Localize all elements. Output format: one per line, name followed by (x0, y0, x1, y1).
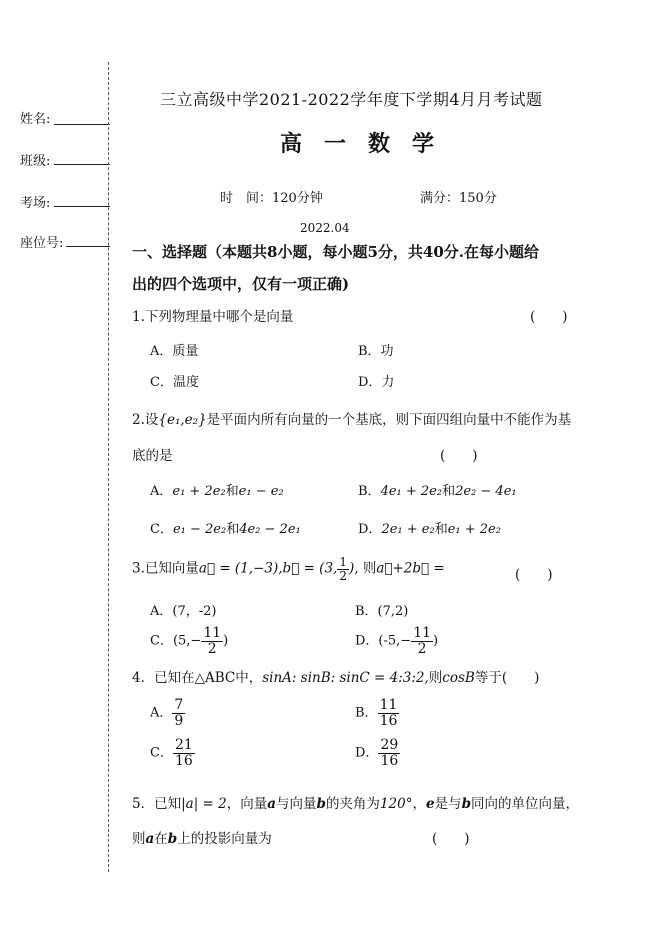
q2-stem-line2: 底的是 (132, 448, 173, 464)
q5-vector-a: a (267, 796, 276, 812)
q4-stem-mid: 则 (428, 670, 443, 686)
q5-line2-post: 上的投影向量为 (177, 831, 272, 847)
q5-line2-pre: 则 (132, 831, 146, 847)
q5-stem-mid3: 的夹角为 (325, 796, 380, 812)
class-label: 班级: (20, 154, 51, 169)
q3-b-den: 2 (339, 568, 347, 583)
q4-option-b-label: B． (355, 705, 378, 721)
q2-option-d-expr1: 2e₁ + e₂ (381, 522, 435, 537)
q4-option-a[interactable] (150, 698, 185, 728)
q4-option-a-fraction (172, 698, 185, 728)
q3-option-a[interactable]: A．(7，-2) (150, 604, 217, 619)
q3-vector-b-post: ), (348, 560, 359, 577)
q4-stem (132, 666, 539, 686)
q2-option-c[interactable] (150, 518, 301, 537)
q4-option-c[interactable] (150, 738, 195, 768)
q5-abs-a: |a| = 2 (181, 796, 227, 812)
q2-stem-post: 是平面内所有向量的一个基底，则下面四组向量中不能作为基 (206, 412, 572, 428)
q2-option-d-expr2: e₁ + 2e₂ (447, 522, 501, 537)
q3-answer-paren[interactable]: ( ) (515, 567, 553, 583)
q3-vector-b-pre: b⃗ = (3, (282, 560, 338, 577)
q3-option-d[interactable] (355, 626, 438, 656)
q1-stem: 1.下列物理量中哪个是向量 (132, 309, 294, 325)
q3-option-d-den: 2 (417, 640, 427, 657)
q2-option-a-and: 和 (225, 484, 239, 499)
q3-vector-a: a⃗ = (1,−3), (198, 560, 283, 577)
q2-option-d[interactable] (358, 518, 501, 537)
q3-sum-expr: a⃗+2b⃗ = (376, 560, 445, 577)
q2-option-b-and: 和 (442, 484, 456, 499)
room-label: 考场: (20, 196, 51, 211)
q1-option-b[interactable]: B．功 (358, 344, 394, 359)
q1-answer-paren[interactable]: ( ) (530, 309, 568, 325)
q2-option-b[interactable] (358, 480, 517, 499)
name-field[interactable] (54, 124, 110, 125)
q5-stem-post: 同向的单位向量， (471, 796, 580, 812)
subject-title: 高一数学 (280, 131, 457, 157)
q3-option-d-post: ) (433, 633, 439, 649)
seat-label: 座位号: (20, 236, 64, 251)
section-heading-line1: 一、选择题（本题共8小题，每小题5分，共40分.在每小题给 (132, 243, 539, 261)
q4-stem-post: 等于( ) (474, 670, 540, 686)
q5-angle: 120° (379, 796, 413, 812)
q5-stem-mid1: ，向量 (226, 796, 268, 812)
class-field[interactable] (54, 164, 110, 165)
q5-stem-mid4: ， (412, 796, 426, 812)
q4-cosb: cosB (442, 670, 475, 686)
q4-option-c-den: 16 (174, 752, 193, 769)
q5-vector-b3: b (167, 831, 178, 847)
q3-option-d-num: 11 (413, 625, 432, 641)
q4-option-b-den: 16 (379, 712, 398, 729)
q3-option-c[interactable] (150, 626, 228, 656)
q3-option-d-fraction (411, 626, 433, 656)
q4-option-c-label: C． (150, 745, 173, 761)
q5-line2-mid: 在 (154, 831, 168, 847)
q2-stem (132, 408, 571, 428)
q2-stem-pre: 2.设 (132, 412, 159, 428)
q3-option-c-post: ) (223, 633, 229, 649)
q2-option-d-label: D． (358, 522, 382, 537)
q4-option-d[interactable] (355, 738, 400, 768)
q5-vector-b: b (316, 796, 326, 812)
q2-option-a-expr1: e₁ + 2e₂ (172, 484, 226, 499)
q5-stem-pre: 5．已知 (132, 796, 182, 812)
score-label: 满分：150分 (420, 191, 497, 206)
q5-stem (132, 792, 579, 812)
seat-field[interactable] (66, 246, 110, 247)
q5-vector-b2: b (461, 796, 472, 812)
q3-option-b[interactable]: B．(7,2) (355, 604, 409, 619)
q4-ratio: sinA: sinB: sinC = 4:3:2, (262, 670, 429, 686)
q2-basis: {e₁,e₂} (158, 412, 207, 428)
q2-option-d-and: 和 (434, 522, 448, 537)
q2-option-a-label: A． (150, 484, 173, 499)
q1-option-d[interactable]: D．力 (358, 375, 395, 390)
binding-line (108, 62, 109, 872)
q3-stem-then: 则 (362, 560, 377, 577)
q2-option-b-expr1: 4e₁ + 2e₂ (380, 484, 443, 499)
q4-option-d-fraction (378, 738, 400, 768)
q3-option-d-pre: D．(-5,− (355, 633, 412, 649)
exam-date: 2022.04 (300, 221, 350, 235)
section-heading-line2: 出的四个选项中，仅有一项正确) (132, 275, 350, 293)
q2-answer-paren[interactable]: ( ) (440, 448, 478, 464)
q2-option-c-and: 和 (226, 522, 240, 537)
q4-option-a-den: 9 (174, 712, 184, 729)
q3-stem (132, 556, 445, 582)
room-field[interactable] (54, 206, 110, 207)
name-label: 姓名: (20, 112, 51, 127)
q4-option-b-fraction (378, 698, 400, 728)
q3-b-num: 1 (339, 555, 347, 569)
q1-option-c[interactable]: C．温度 (150, 375, 199, 390)
q2-option-b-expr2: 2e₂ − 4e₁ (455, 484, 517, 499)
q4-option-d-num: 29 (380, 737, 399, 753)
q5-vector-a2: a (145, 831, 155, 847)
q3-stem-pre: 3.已知向量 (132, 560, 199, 577)
q4-option-a-num: 7 (174, 697, 184, 713)
q5-stem-line2 (132, 827, 272, 847)
q4-option-d-den: 16 (380, 752, 399, 769)
q5-stem-mid5: 是与 (434, 796, 462, 812)
time-label: 时 间：120分钟 (220, 191, 323, 206)
q4-option-a-label: A． (150, 705, 173, 721)
q3-option-c-den: 2 (207, 640, 217, 657)
q2-option-c-expr1: e₁ − 2e₂ (172, 522, 227, 537)
q4-option-c-fraction (173, 738, 195, 768)
q5-answer-paren[interactable]: ( ) (432, 831, 470, 847)
q3-option-c-num: 11 (203, 625, 222, 641)
q2-option-a-expr2: e₁ − e₂ (238, 484, 284, 499)
q4-option-d-label: D． (355, 745, 379, 761)
q3-option-c-pre: C．(5,− (150, 633, 202, 649)
q5-stem-mid2: 与向量 (275, 796, 317, 812)
q2-option-c-expr2: 4e₂ − 2e₁ (239, 522, 301, 537)
q2-option-a[interactable] (150, 480, 284, 499)
q4-option-b-num: 11 (379, 697, 398, 713)
q3-b-fraction (337, 556, 349, 582)
q4-stem-pre: 4．已知在△ABC中， (132, 670, 263, 686)
q2-option-b-label: B． (358, 484, 381, 499)
q4-option-b[interactable] (355, 698, 399, 728)
q4-option-c-num: 21 (174, 737, 193, 753)
q3-option-c-fraction (201, 626, 223, 656)
q5-unit-e: e (425, 796, 435, 812)
school-title: 三立高级中学2021-2022学年度下学期4月月考试题 (160, 90, 543, 109)
q1-option-a[interactable]: A．质量 (150, 344, 199, 359)
q2-option-c-label: C． (150, 522, 173, 537)
